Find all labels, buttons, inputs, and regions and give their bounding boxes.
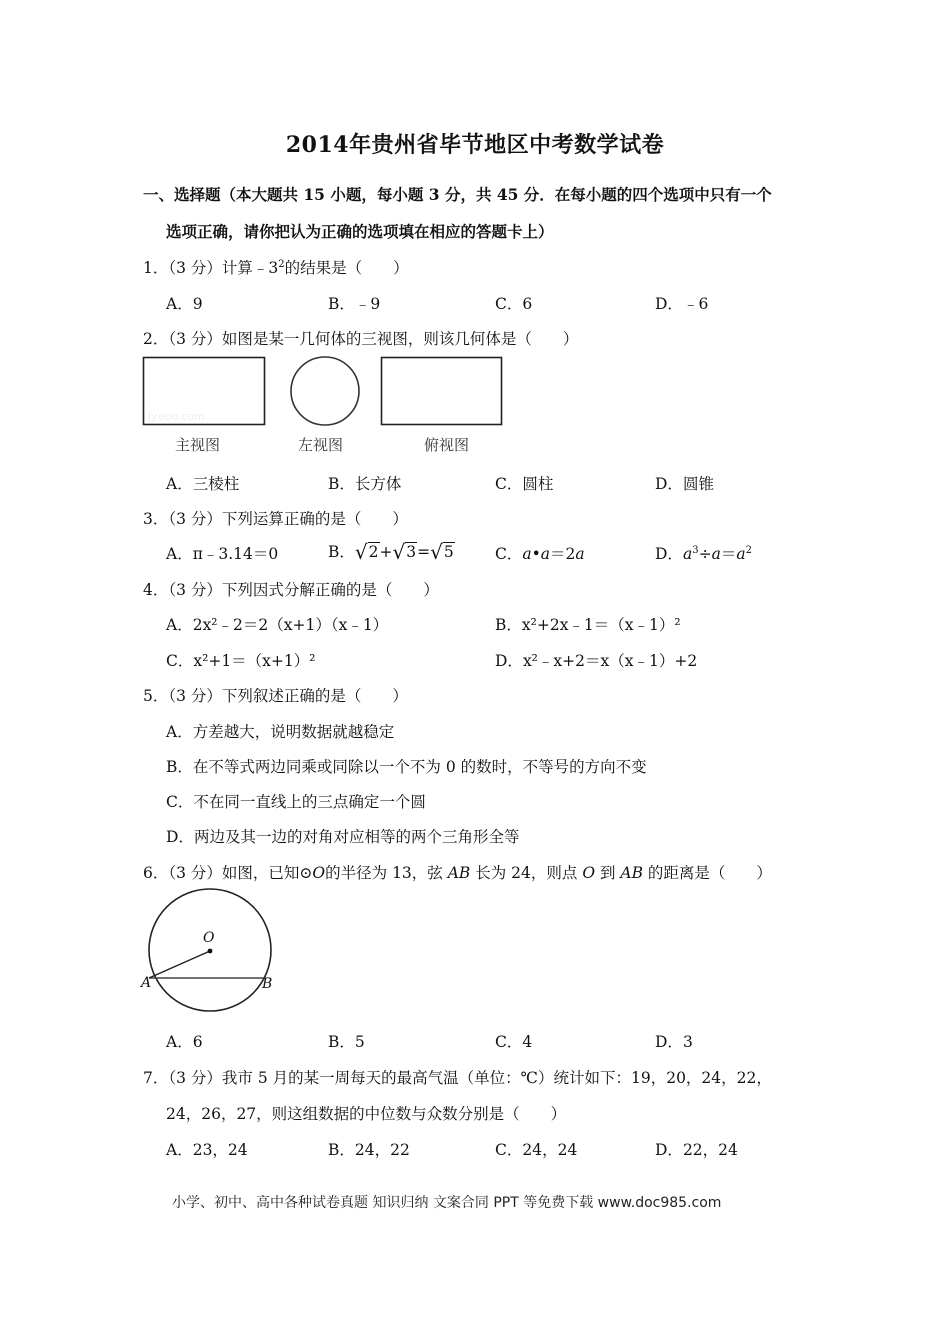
q3-option-a[interactable]: A．π﹣3.14＝0 bbox=[166, 545, 279, 563]
question-number: 1． bbox=[143, 259, 169, 277]
question-5-stem: 5．（3 分）下列叙述正确的是（ ） bbox=[143, 687, 408, 705]
section-heading-line1: 一、选择题（本大题共 15 小题，每小题 3 分，共 45 分．在每小题的四个选项中只有一个 bbox=[143, 185, 772, 204]
top-view-label: 俯视图 bbox=[424, 436, 470, 454]
q1-option-a[interactable]: A．9 bbox=[166, 295, 203, 313]
question-2-stem: 2．（3 分）如图是某一几何体的三视图，则该几何体是（ ） bbox=[143, 330, 579, 348]
point-b-label: B bbox=[262, 976, 273, 992]
q5-option-d[interactable]: D．两边及其一边的对角对应相等的两个三角形全等 bbox=[166, 828, 520, 846]
q7-option-a[interactable]: A．23，24 bbox=[166, 1141, 248, 1159]
q6-option-b[interactable]: B．5 bbox=[328, 1033, 365, 1051]
question-7-stem-line1: 7．（3 分）我市 5 月的某一周每天的最高气温（单位：℃）统计如下：19，20，24，22， bbox=[143, 1069, 772, 1087]
center-point bbox=[208, 949, 213, 954]
page-title: 2014年贵州省毕节地区中考数学试卷 bbox=[285, 132, 665, 158]
section-heading-line2: 选项正确，请你把认为正确的选项填在相应的答题卡上） bbox=[166, 222, 554, 241]
q5-option-a[interactable]: A．方差越大，说明数据就越稳定 bbox=[166, 723, 395, 741]
front-view-label: 主视图 bbox=[175, 436, 221, 454]
q4-option-c[interactable]: C．x²+1＝（x+1）² bbox=[166, 652, 316, 670]
q6-option-d[interactable]: D．3 bbox=[655, 1033, 693, 1051]
page-footer: 小学、初中、高中各种试卷真题 知识归纳 文案合同 PPT 等免费下载 www.doc985.com bbox=[172, 1195, 722, 1211]
watermark: Jyeoo.com bbox=[148, 410, 205, 423]
question-1-stem: 1．（3 分）计算$﹣3^2$的结果是（ ） bbox=[143, 259, 409, 277]
q2-option-a[interactable]: A．三棱柱 bbox=[166, 475, 240, 493]
q1-option-c[interactable]: C．6 bbox=[495, 295, 533, 313]
q3-option-d[interactable]: D．$a^3\div a=a^2$ bbox=[655, 545, 752, 563]
point-o-label: O bbox=[203, 930, 215, 946]
q7-option-b[interactable]: B．24，22 bbox=[328, 1141, 410, 1159]
q4-option-b[interactable]: B．x²+2x﹣1＝（x﹣1）² bbox=[495, 616, 681, 634]
q7-option-c[interactable]: C．24，24 bbox=[495, 1141, 578, 1159]
q6-option-a[interactable]: A．6 bbox=[166, 1033, 203, 1051]
question-score: （3 分） bbox=[168, 259, 222, 277]
q3-option-b[interactable]: B．√2+√3=√5 bbox=[328, 540, 454, 564]
q2-option-c[interactable]: C．圆柱 bbox=[495, 475, 554, 493]
sqrt-icon: √ bbox=[354, 540, 368, 564]
sqrt-icon: √ bbox=[392, 540, 406, 564]
point-a-label: A bbox=[141, 975, 152, 991]
question-7-stem-line2: 24，26，27，则这组数据的中位数与众数分别是（ ） bbox=[166, 1105, 567, 1123]
question-6-stem: 6．（3 分）如图，已知⊙O的半径为 13，弦 AB 长为 24，则点 O 到 AB 的距离是（ ） bbox=[143, 864, 772, 882]
radius-oa bbox=[149, 951, 210, 978]
q6-option-c[interactable]: C．4 bbox=[495, 1033, 533, 1051]
q2-option-d[interactable]: D．圆锥 bbox=[655, 475, 714, 493]
question-3-stem: 3．（3 分）下列运算正确的是（ ） bbox=[143, 510, 408, 528]
q4-option-d[interactable]: D．x²﹣x+2＝x（x﹣1）+2 bbox=[495, 652, 698, 670]
q3-option-c[interactable]: C．a•a＝2a bbox=[495, 545, 585, 563]
q4-option-a[interactable]: A．2x²﹣2＝2（x+1）（x﹣1） bbox=[166, 616, 389, 634]
question-4-stem: 4．（3 分）下列因式分解正确的是（ ） bbox=[143, 581, 439, 599]
q2-option-b[interactable]: B．长方体 bbox=[328, 475, 402, 493]
side-view-label: 左视图 bbox=[298, 436, 344, 454]
q1-option-d[interactable]: D．﹣6 bbox=[655, 295, 709, 313]
sqrt-icon: √ bbox=[430, 540, 443, 564]
q7-option-d[interactable]: D．22，24 bbox=[655, 1141, 738, 1159]
q5-option-c[interactable]: C．不在同一直线上的三点确定一个圆 bbox=[166, 793, 426, 811]
q5-option-b[interactable]: B．在不等式两边同乘或同除以一个不为 0 的数时，不等号的方向不变 bbox=[166, 758, 647, 776]
q1-option-b[interactable]: B．﹣9 bbox=[328, 295, 381, 313]
